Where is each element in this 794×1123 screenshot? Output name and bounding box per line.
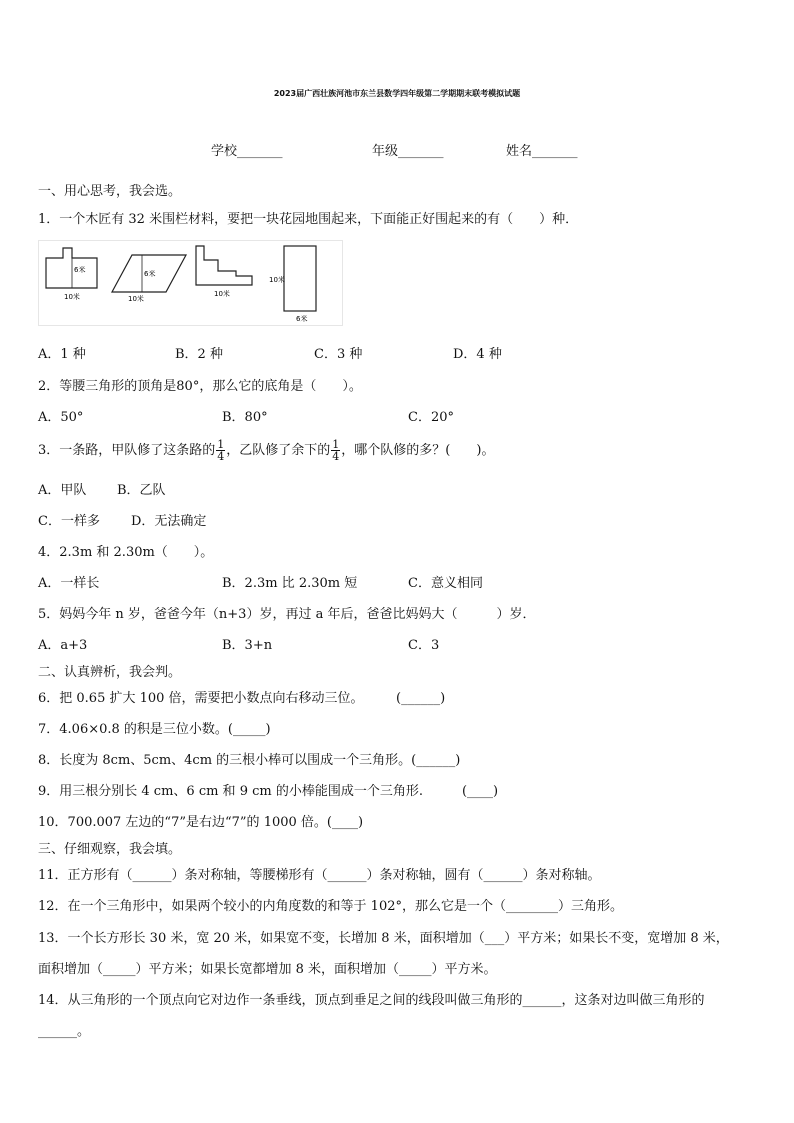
grade-field[interactable]: 年级_______ [372,144,444,159]
question-11: 11．正方形有（______）条对称轴，等腰梯形有（______）条对称轴，圆有（______）条对称轴。 [38,868,601,883]
q5-option-b[interactable]: B．3+n [222,638,273,653]
question-5: 5．妈妈今年 n 岁，爸爸今年（n+3）岁，再过 a 年后，爸爸比妈妈大（ ）岁． [38,607,536,622]
q3-fraction-1-numerator: 1 [217,438,225,451]
figure-border [39,241,343,326]
q3-fraction-1 [216,439,225,462]
question-8: 8．长度为 8cm、5cm、4cm 的三根小棒可以围成一个三角形。(______) [38,753,461,768]
q3-fraction-2-numerator: 1 [332,438,340,451]
question-14-line-2: ______。 [38,1024,91,1039]
shape4-height-label: 10米 [269,276,285,284]
q2-option-c[interactable]: C．20° [408,410,454,425]
shape4-base-label: 6米 [296,315,308,323]
shape1-height-label: 6米 [74,266,86,274]
question-10: 10．700.007 左边的“7”是右边“7”的 1000 倍。(____) [38,815,364,830]
q3-option-a[interactable]: A．甲队 [38,483,87,498]
q1-option-d[interactable]: D．4 种 [453,347,502,362]
q4-option-c[interactable]: C．意义相同 [408,576,483,591]
question-9: 9．用三根分别长 4 cm、6 cm 和 9 cm 的小棒能围成一个三角形. (____) [38,784,499,799]
question-1: 1．一个木匠有 32 米围栏材料，要把一块花园地围起来，下面能正好围起来的有（ ）种． [38,212,579,227]
q3-fraction-1-denominator: 4 [217,450,225,463]
question-13-line-1: 13．一个长方形长 30 米，宽 20 米，如果宽不变，长增加 8 米，面积增加（___）平方米；如果长不变，宽增加 8 米， [38,931,729,946]
q1-option-c[interactable]: C．3 种 [314,347,363,362]
q3-fraction-2 [331,439,340,462]
q3-text-mid: ，乙队修了余下的 [226,443,331,458]
q3-option-b[interactable]: B．乙队 [117,483,166,498]
question-14-line-1: 14．从三角形的一个顶点向它对边作一条垂线，顶点到垂足之间的线段叫做三角形的______，这条对边叫做三角形的 [38,993,705,1008]
section-heading-3: 三、仔细观察，我会填。 [38,842,182,857]
shape2-base-label: 10米 [128,295,144,303]
question-6: 6．把 0.65 扩大 100 倍，需要把小数点向右移动三位。 (______) [38,691,446,706]
q1-option-a[interactable]: A．1 种 [38,347,86,362]
q2-option-a[interactable]: A．50° [38,410,84,425]
section-heading-2: 二、认真辨析，我会判。 [38,665,182,680]
question-2: 2．等腰三角形的顶角是80°，那么它的底角是（ ）。 [38,379,362,394]
q4-option-a[interactable]: A．一样长 [38,576,100,591]
q3-fraction-2-denominator: 4 [332,450,340,463]
question-12: 12．在一个三角形中，如果两个较小的内角度数的和等于 102°，那么它是一个（________）三角形。 [38,899,623,914]
question-13-line-2: 面积增加（_____）平方米；如果长宽都增加 8 米，面积增加（_____）平方米。 [38,962,497,977]
q3-text-post: ，哪个队修的多？( )。 [341,443,495,458]
q3-text-pre: 3．一条路，甲队修了这条路的 [38,443,216,458]
question-7: 7．4.06×0.8 的积是三位小数。(_____) [38,722,271,737]
school-field[interactable]: 学校_______ [211,144,283,159]
question-1-figure [38,240,343,326]
q2-option-b[interactable]: B．80° [222,410,268,425]
q5-option-a[interactable]: A．a+3 [38,638,88,653]
q3-option-c[interactable]: C．一样多 [38,514,100,529]
shape2-height-label: 6米 [144,270,156,278]
page-title: 2023届广西壮族河池市东兰县数学四年级第二学期期末联考模拟试题 [273,89,521,98]
section-heading-1: 一、用心思考，我会选。 [38,184,182,199]
name-field[interactable]: 姓名_______ [506,144,578,159]
q5-option-c[interactable]: C．3 [408,638,440,653]
question-3 [38,436,494,468]
shape1-base-label: 10米 [64,293,80,301]
q4-option-b[interactable]: B．2.3m 比 2.30m 短 [222,576,358,591]
question-4: 4．2.3m 和 2.30m（ ）。 [38,545,214,560]
q3-option-d[interactable]: D．无法确定 [131,514,207,529]
q1-option-b[interactable]: B．2 种 [175,347,223,362]
shape3-base-label: 10米 [214,290,230,298]
